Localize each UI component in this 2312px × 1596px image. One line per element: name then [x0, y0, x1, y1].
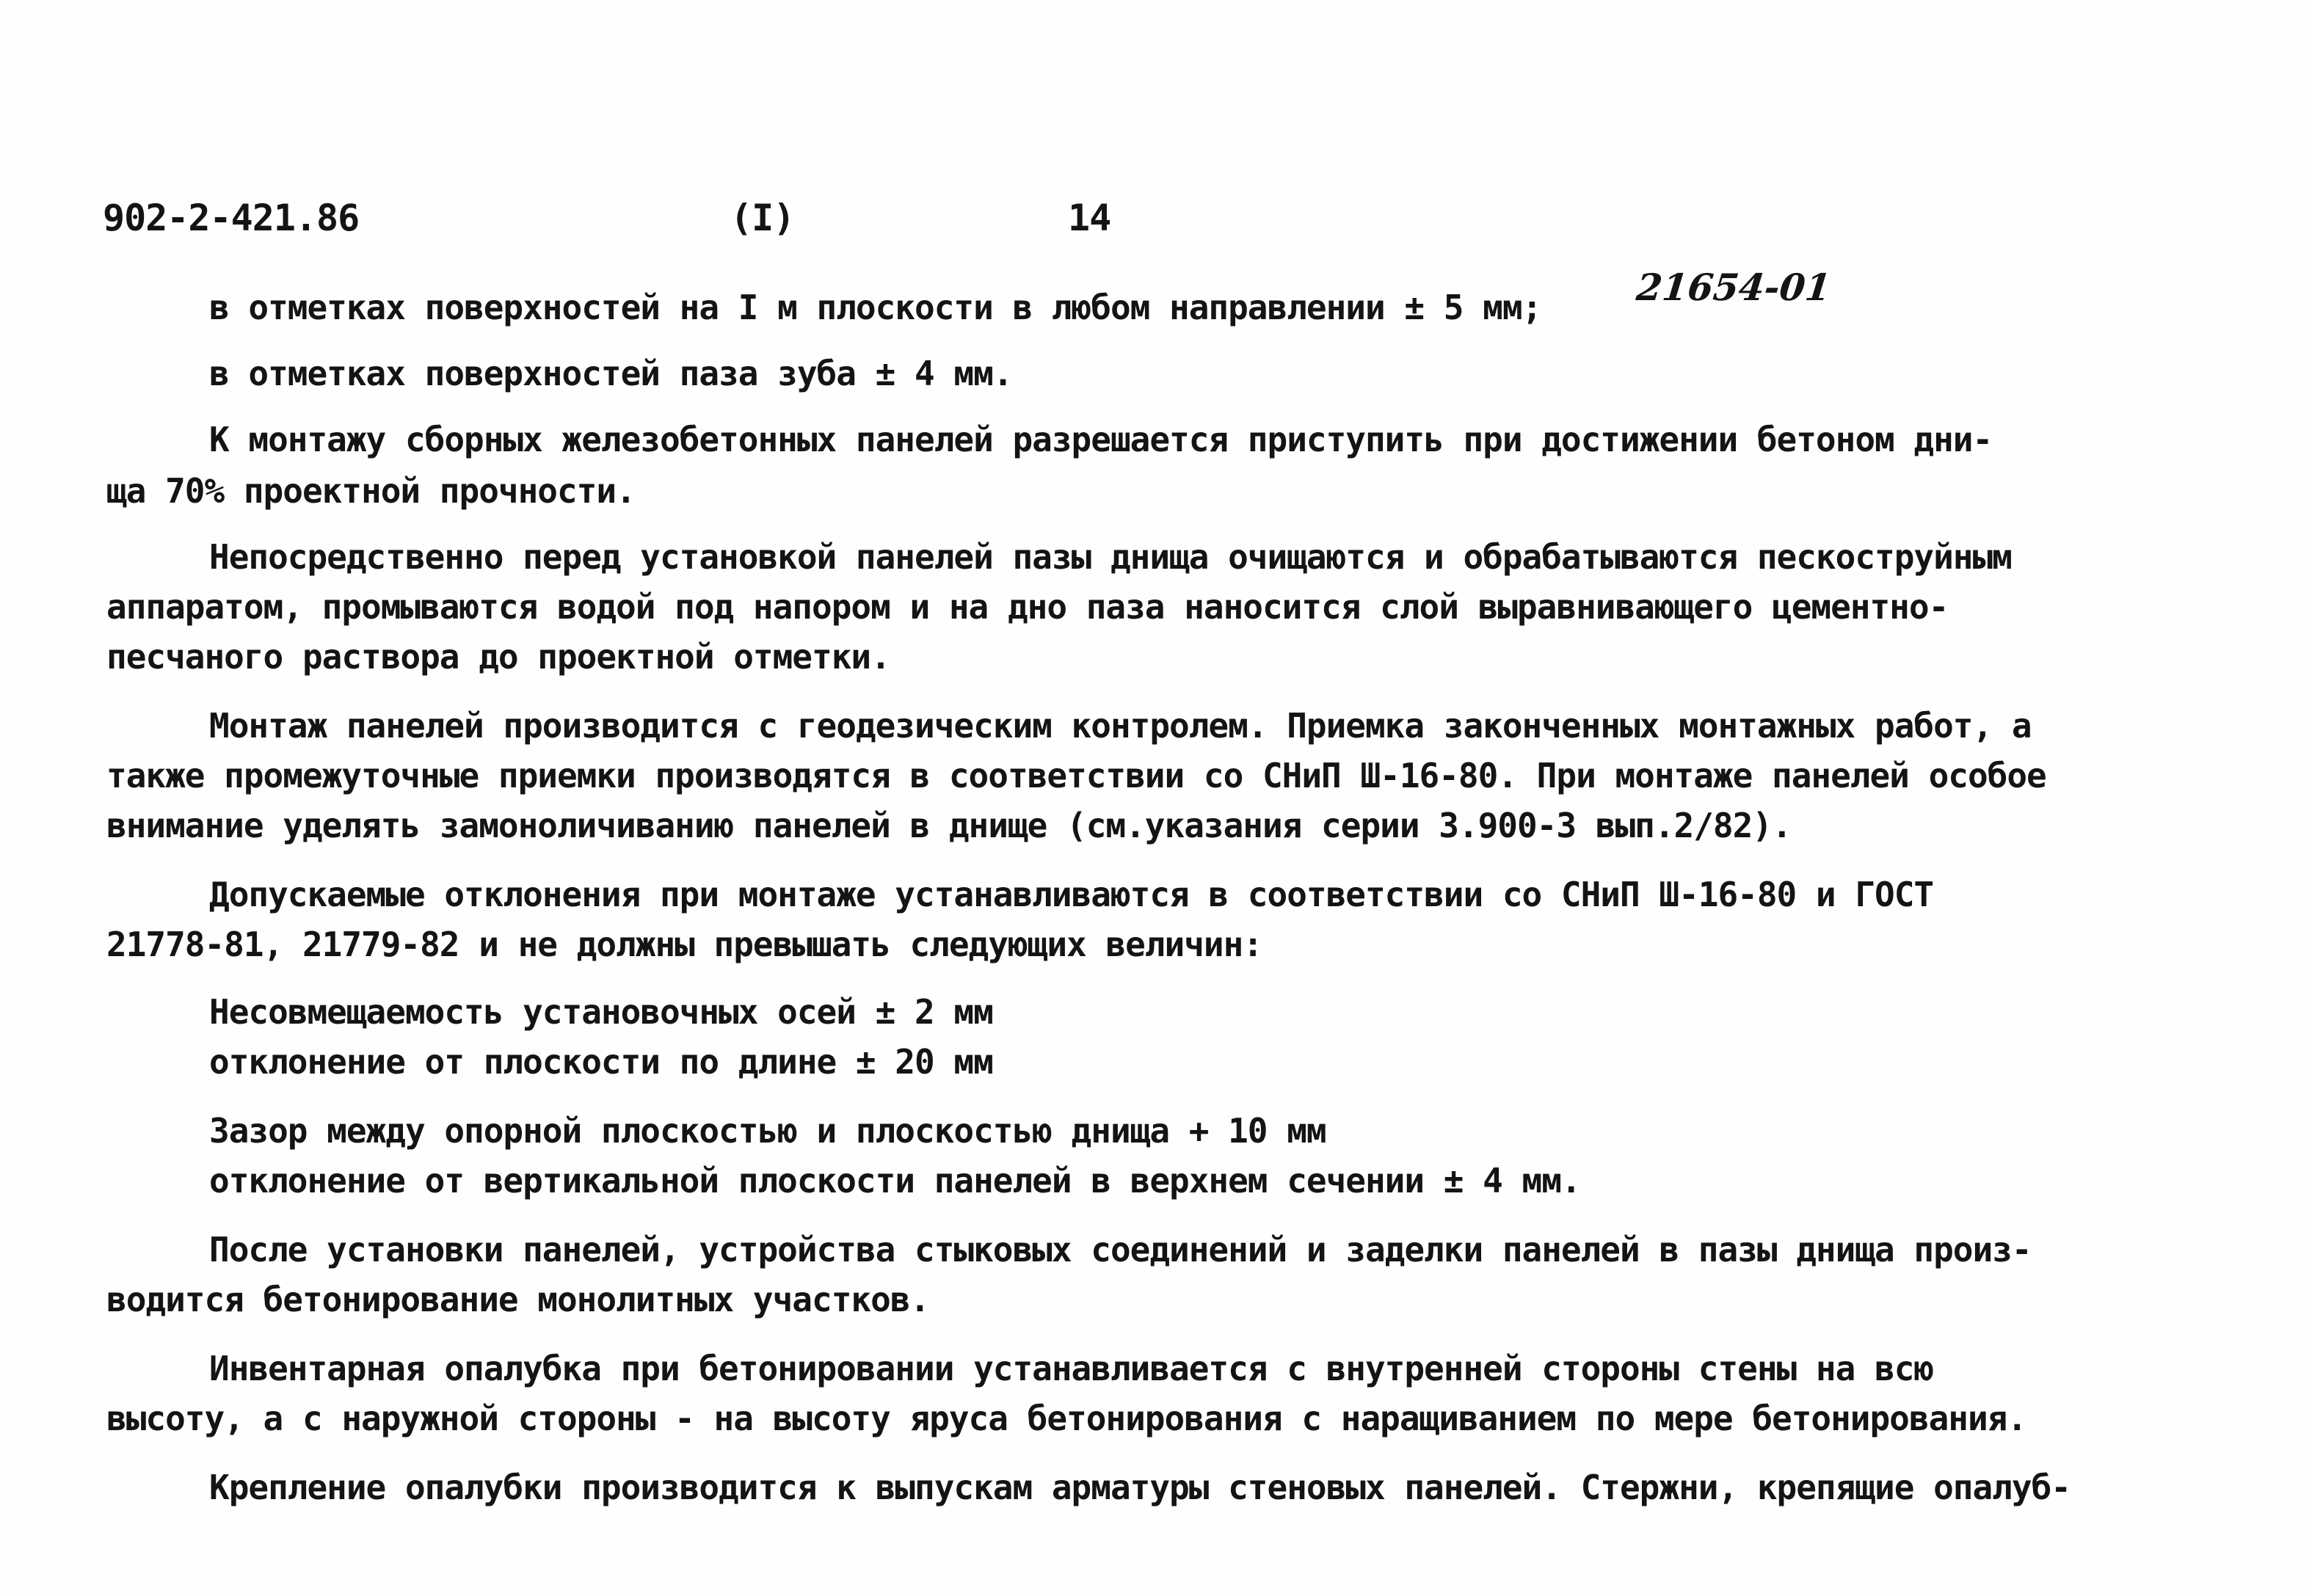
text-line: Крепление опалубки производится к выпускам арматуры стеновых панелей. Стержни, крепящие опалуб-: [209, 1468, 2071, 1507]
text-line: в отметках поверхностей паза зуба ± 4 мм.: [209, 354, 1013, 393]
text-line: также промежуточные приемки производятся в соответствии со СНиП Ш-16-80. При монтаже панелей особое: [106, 756, 2046, 795]
tolerance-line: отклонение от плоскости по длине ± 20 мм: [209, 1042, 993, 1082]
page-number: 14: [1068, 197, 1111, 239]
text-line: внимание уделять замоноличиванию панелей в днище (см.указания серии 3.900-3 вып.2/82).: [106, 806, 1792, 845]
text-line: Монтаж панелей производится с геодезическим контролем. Приемка законченных монтажных работ, а: [209, 706, 2032, 746]
tolerance-line: отклонение от вертикальной плоскости панелей в верхнем сечении ± 4 мм.: [209, 1161, 1581, 1200]
text-line: Инвентарная опалубка при бетонировании устанавливается с внутренней стороны стены на всю: [209, 1349, 1934, 1388]
tolerance-line: Несовмещаемость установочных осей ± 2 мм: [209, 992, 993, 1032]
text-line: 21778-81, 21779-82 и не должны превышать следующих величин:: [106, 925, 1262, 964]
text-line: песчаного раствора до проектной отметки.: [106, 637, 890, 677]
handwritten-stamp-number: 21654-01: [1634, 266, 1833, 309]
text-line: ща 70% проектной прочности.: [106, 471, 636, 511]
tolerance-line: Зазор между опорной плоскостью и плоскостью днища + 10 мм: [209, 1111, 1326, 1151]
text-line: К монтажу сборных железобетонных панелей разрешается приступить при достижении бетоном дни-: [209, 420, 1993, 459]
document-part-number: (I): [730, 197, 795, 239]
text-line: Допускаемые отклонения при монтаже устанавливаются в соответствии со СНиП Ш-16-80 и ГОСТ: [209, 875, 1934, 914]
text-line: После установки панелей, устройства стыковых соединений и заделки панелей в пазы днища произ-: [209, 1230, 2032, 1269]
text-line: Непосредственно перед установкой панелей пазы днища очищаются и обрабатываются пескоструйным: [209, 537, 2012, 577]
text-line: высоту, а с наружной стороны - на высоту яруса бетонирования с наращиванием по мере бетонирования.: [106, 1399, 2027, 1438]
text-line: в отметках поверхностей на I м плоскости в любом направлении ± 5 мм;: [209, 288, 1542, 327]
document-code: 902-2-421.86: [103, 197, 360, 239]
text-line: водится бетонирование монолитных участков.: [106, 1280, 930, 1319]
text-line: аппаратом, промываются водой под напором и на дно паза наносится слой выравнивающего цементно-: [106, 587, 1949, 627]
